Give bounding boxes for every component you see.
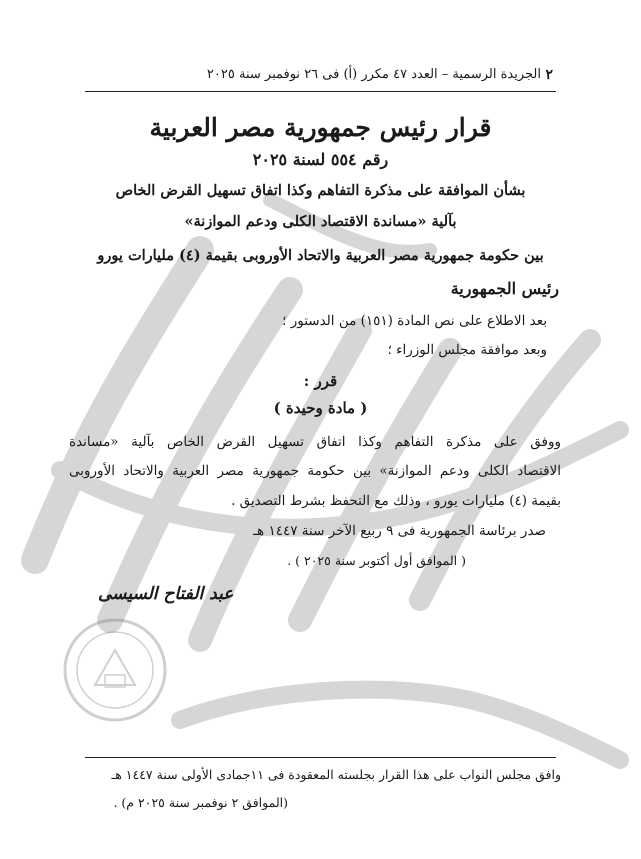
footnote-line-2: (الموافق ٢ نوفمبر سنة ٢٠٢٥ م) . [113,795,288,810]
preamble-line-2: وبعد موافقة مجلس الوزراء ؛ [387,342,547,358]
decree-title: قرار رئيس جمهورية مصر العربية [149,113,492,142]
issuer-heading: رئيس الجمهورية [450,279,559,298]
article-heading: ( مادة وحيدة ) [273,399,368,417]
article-line-1: ووفق على مذكرة التفاهم وكذا اتفاق تسهيل القرض الخاص بآلية «مساندة [69,434,561,450]
subject-line-1: بشأن الموافقة على مذكرة التفاهم وكذا اتفاق تسهيل القرض الخاص [115,182,526,199]
preamble-line-1: بعد الاطلاع على نص المادة (١٥١) من الدستور ؛ [282,313,547,329]
subject-line-3: بين حكومة جمهورية مصر العربية والاتحاد الأوروبى بقيمة (٤) مليارات يورو [97,247,544,264]
issued-at: صدر برئاسة الجمهورية فى ٩ ربيع الآخر سنة ١٤٤٧ هـ [253,523,546,539]
article-line-2: الاقتصاد الكلى ودعم الموازنة» بين حكومة جمهورية مصر العربية والاتحاد الأوروبى [69,463,561,479]
ministry-seal-icon [60,615,170,725]
page-number: ٢ [545,67,553,83]
header-rule [85,91,556,92]
article-line-3: بقيمة (٤) مليارات يورو ، وذلك مع التحفظ بشرط التصديق . [231,493,561,509]
running-header: الجريدة الرسمية – العدد ٤٧ مكرر (أ) فى ٢٦ نوفمبر سنة ٢٠٢٥ [206,67,541,82]
decided-heading: قرر : [303,372,338,390]
subject-line-2: بآلية «مساندة الاقتصاد الكلى ودعم الموازنة» [184,213,457,230]
decree-number: رقم ٥٥٤ لسنة ٢٠٢٥ [252,150,389,169]
footnote-rule [85,757,556,758]
gregorian-date: ( الموافق أول أكتوبر سنة ٢٠٢٥ ) . [287,553,466,568]
signature: عبد الفتاح السيسى [98,584,234,604]
footnote-line-1: وافق مجلس النواب على هذا القرار بجلسته المعقودة فى ١١جمادى الأولى سنة ١٤٤٧ هـ [111,767,561,782]
